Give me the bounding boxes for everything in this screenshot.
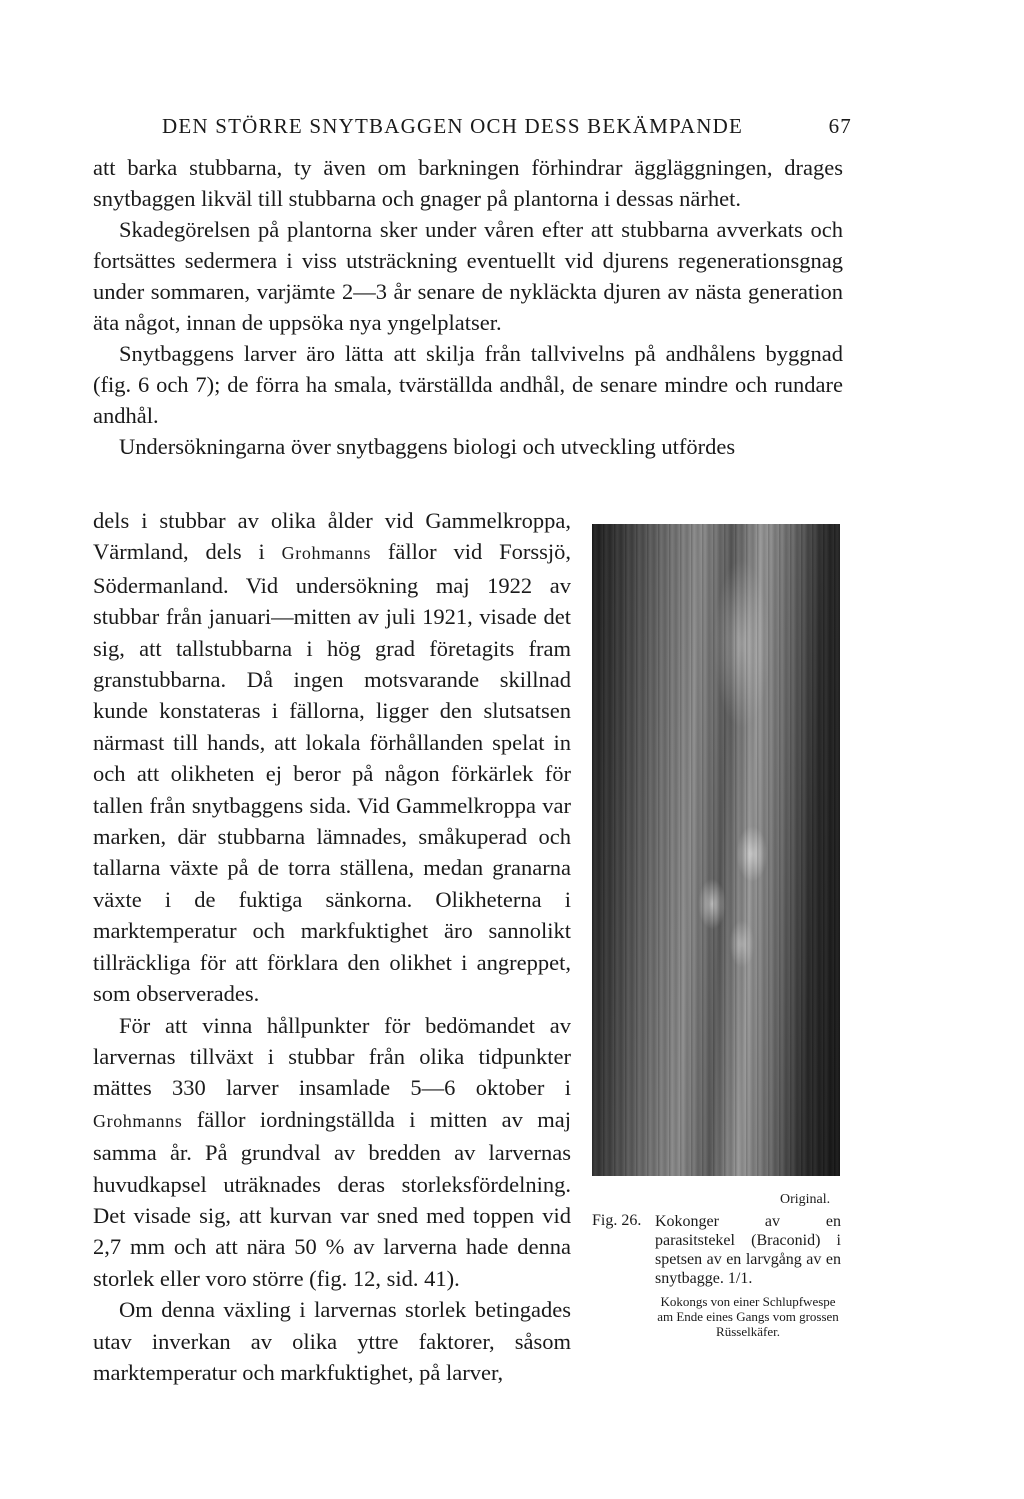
running-title: DEN STÖRRE SNYTBAGGEN OCH DESS BEKÄMPANDE bbox=[162, 114, 744, 138]
figure-caption-german: Kokongs von einer Schlupfwespe am Ende eines Gangs vom grossen Rüsselkäfer. bbox=[657, 1294, 839, 1339]
full-width-text bbox=[93, 152, 843, 462]
paragraph-4-continued bbox=[93, 505, 571, 1010]
author-name: Grohmanns bbox=[93, 1110, 183, 1131]
running-header bbox=[162, 114, 852, 146]
author-name: Grohmanns bbox=[281, 543, 372, 564]
figure-label: Fig. 26. bbox=[592, 1212, 642, 1229]
paragraph-4-part-a: dels i stubbar av olika ålder vid Gammelkroppa, Värmland, dels i bbox=[93, 508, 571, 565]
paragraph-6: Om denna växling i larvernas storlek betingades utav inverkan av olika yttre faktorer, såsom marktemperatur och markfuktighet, på larver, bbox=[93, 1297, 571, 1385]
figure-credit: Original. bbox=[780, 1192, 831, 1207]
paragraph-3: Snytbaggens larver äro lätta att skilja från tallvivelns på andhålens byggnad (fig. 6 och 7); de förra ha smala, tvärställda andhål, de senare mindre och rundare andhål. bbox=[93, 341, 843, 428]
paragraph-4-part-b: fällor vid Forssjö, Södermanland. Vid undersökning maj 1922 av stubbar från januari—mitten av juli 1921, visade det sig, att tallstubbarna i hög grad företagits fram granstubbarna. Då ingen motsvarande skillnad kunde konstateras i fällorna, ligger den slutsatsen närmast till hands, att lokala förhållanden spelat in och att olikheten ej beror på någon förkärlek för tallen från snytbaggens sida. Vid Gammelkroppa var marken, där stubbarna lämnades, småkuperad och tallarna växte på de torra ställena, medan granarna växte i de fuktiga sänkorna. Olikheterna i marktemperatur och markfuktighet äro sannolikt tillräckliga för att förklara den olikhet i angreppet, som observerades. bbox=[93, 539, 572, 1007]
paragraph-2: Skadegörelsen på plantorna sker under våren efter att stubbarna avverkats och fortsättes sedermera i viss utsträckning eventuellt vid djurens regenerationsgnag under sommaren, varjämte 2—3 år senare de nykläckta djuren av nästa generation äta något, innan de uppsöka nya yngelplatser. bbox=[93, 217, 843, 335]
paragraph-1: att barka stubbarna, ty även om barkningen förhindrar äggläggningen, drages snytbaggen likväl till stubbarna och gnager på plantorna i dessas närhet. bbox=[93, 155, 843, 211]
page-number: 67 bbox=[828, 114, 852, 138]
paragraph-5 bbox=[93, 1010, 571, 1295]
paragraph-5-part-a: För att vinna hållpunkter för bedömandet av larvernas tillväxt i stubbar från olika tidpunkter mättes 330 larver insamlade 5—6 oktober i bbox=[93, 1012, 571, 1101]
figure-photo bbox=[592, 524, 840, 1176]
paragraph-5-part-b: fällor iordningställda i mitten av maj samma år. På grundval av bredden av larvernas huvudkapsel uträknades deras storleksfördelning. Det visade sig, att kurvan var sned med toppen vid 2,7 mm och att nära 50 % av larverna hade denna storlek eller voro större (fig. 12, sid. 41). bbox=[93, 1106, 572, 1291]
paragraph-4-first-line: Undersökningarna över snytbaggens biologi och utveckling utfördes bbox=[119, 434, 736, 459]
narrow-column-text bbox=[93, 505, 571, 1388]
figure-caption-swedish: Kokonger av en parasitstekel (Braconid) i spetsen av en larvgång av en snytbagge. 1/1. bbox=[655, 1213, 841, 1287]
